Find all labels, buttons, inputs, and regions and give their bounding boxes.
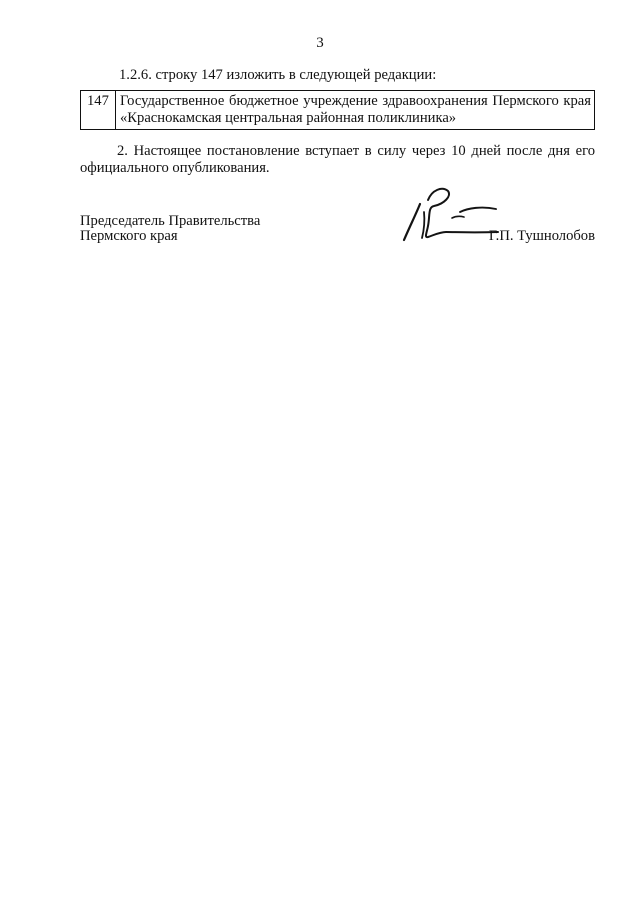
effective-date-paragraph: 2. Настоящее постановление вступает в силу через 10 дней после дня его официального опубликования.	[80, 143, 595, 176]
page-number: 3	[316, 35, 324, 51]
row-number-cell: 147	[81, 91, 116, 130]
amendment-item-text: 1.2.6. строку 147 изложить в следующей редакции:	[119, 67, 437, 83]
amendment-table	[80, 90, 595, 130]
table-row	[81, 91, 595, 130]
signer-title	[80, 214, 260, 244]
signer-title-line-2: Пермского края	[80, 228, 178, 244]
signer-title-line-1: Председатель Правительства	[80, 213, 261, 229]
signer-name: Г.П. Тушнолобов	[488, 228, 595, 244]
institution-name-cell: Государственное бюджетное учреждение здравоохранения Пермского края «Краснокамская центральная районная поликлиника»	[116, 91, 595, 130]
